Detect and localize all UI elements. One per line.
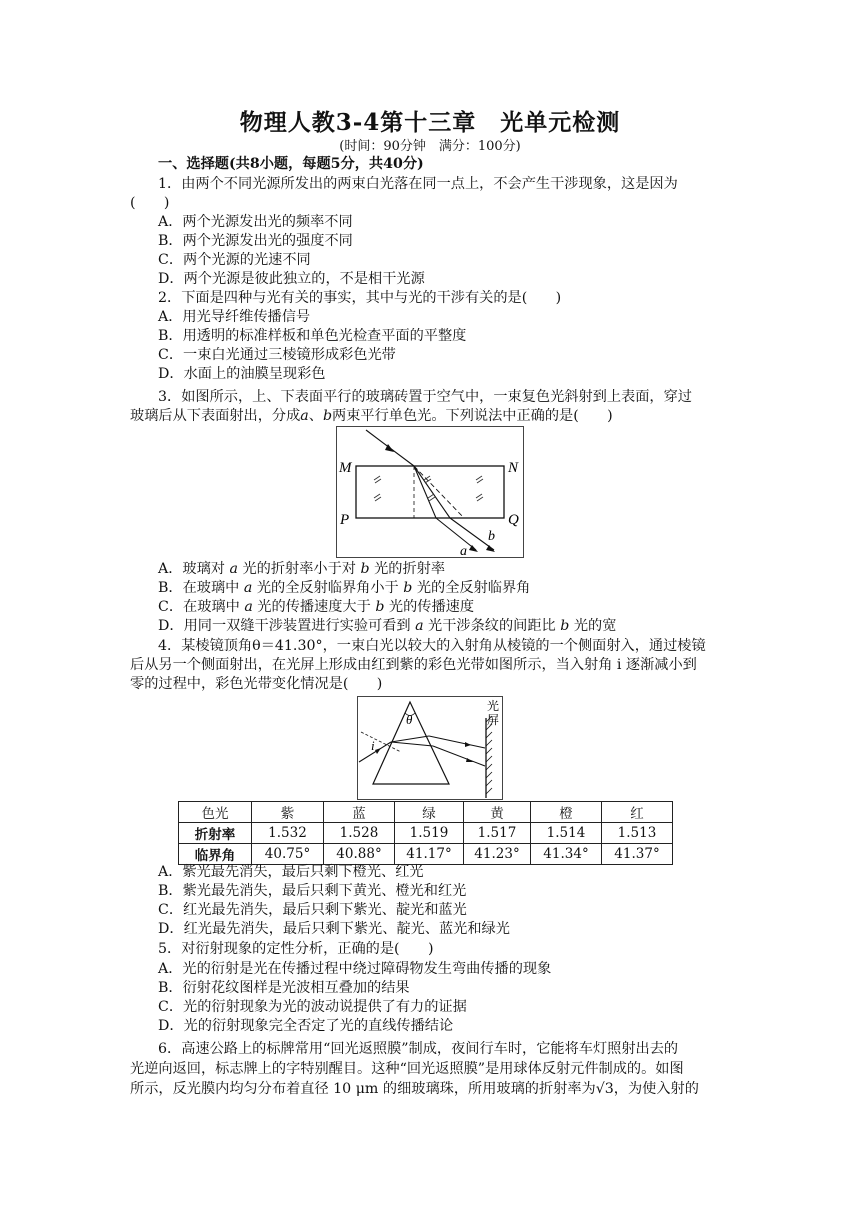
q1-option-b: B．两个光源发出光的强度不同 bbox=[158, 233, 353, 249]
q5-stem: 5．对衍射现象的定性分析，正确的是( ) bbox=[158, 941, 434, 957]
table-cell: 1.514 bbox=[531, 823, 602, 844]
q4-option-c: C．红光最先消失，最后只剩下紫光、靛光和蓝光 bbox=[158, 902, 467, 918]
q5-option-a: A．光的衍射是光在传播过程中绕过障碍物发生弯曲传播的现象 bbox=[158, 961, 552, 977]
q4-option-a: A．紫光最先消失，最后只剩下橙光、红光 bbox=[158, 864, 424, 880]
q3-option-b: B．在玻璃中 a 光的全反射临界角小于 b 光的全反射临界角 bbox=[158, 580, 531, 596]
q1-option-a: A．两个光源发出光的频率不同 bbox=[158, 214, 353, 230]
label-i: i bbox=[371, 738, 375, 753]
q3-option-a: A．玻璃对 a 光的折射率小于对 b 光的折射率 bbox=[158, 561, 446, 577]
q2-option-a: A．用光导纤维传播信号 bbox=[158, 309, 311, 325]
q3-option-c: C．在玻璃中 a 光的传播速度大于 b 光的传播速度 bbox=[158, 599, 475, 615]
refraction-table bbox=[178, 801, 673, 865]
table-cell: 40.75° bbox=[252, 844, 324, 865]
section-heading: 一、选择题(共8小题，每题5分，共40分) bbox=[158, 156, 424, 172]
table-cell: 41.34° bbox=[531, 844, 602, 865]
table-cell: 紫 bbox=[252, 802, 324, 823]
table-cell: 1.532 bbox=[252, 823, 324, 844]
q6-stem-line2: 光逆向返回，标志牌上的字特别醒目。这种“回光返照膜”是用球体反射元件制成的。如图 bbox=[130, 1061, 684, 1077]
q1-option-c: C．两个光源的光速不同 bbox=[158, 252, 311, 268]
q4-stem-line1: 4．某棱镜顶角θ＝41.30°，一束白光以较大的入射角从棱镜的一个侧面射入，通过棱镜 bbox=[158, 638, 706, 654]
q1-stem-line1: 1．由两个不同光源所发出的两束白光落在同一点上，不会产生干涉现象，这是因为 bbox=[158, 176, 678, 192]
table-cell: 1.517 bbox=[464, 823, 531, 844]
label-screen-2: 屏 bbox=[487, 713, 500, 727]
table-cell: 1.519 bbox=[395, 823, 464, 844]
q4-option-b: B．紫光最先消失，最后只剩下黄光、橙光和红光 bbox=[158, 883, 467, 899]
page-subtitle: (时间：90分钟 满分：100分) bbox=[339, 139, 521, 154]
table-cell: 折射率 bbox=[179, 823, 252, 844]
q4-stem-line3: 零的过程中，彩色光带变化情况是( ) bbox=[130, 676, 383, 692]
label-a: a bbox=[460, 544, 467, 558]
prism-figure bbox=[357, 696, 503, 800]
table-cell: 41.23° bbox=[464, 844, 531, 865]
table-cell: 绿 bbox=[395, 802, 464, 823]
q4-stem-line2: 后从另一个侧面射出，在光屏上形成由红到紫的彩色光带如图所示，当入射角 i 逐渐减小到 bbox=[130, 657, 697, 673]
q2-option-b: B．用透明的标准样板和单色光检查平面的平整度 bbox=[158, 328, 467, 344]
table-cell: 40.88° bbox=[324, 844, 395, 865]
q3-option-d: D．用同一双缝干涉装置进行实验可看到 a 光干涉条纹的间距比 b 光的宽 bbox=[158, 618, 617, 634]
q3-stem-line1: 3．如图所示，上、下表面平行的玻璃砖置于空气中，一束复色光斜射到上表面，穿过 bbox=[158, 389, 692, 405]
label-p: P bbox=[340, 512, 350, 528]
table-cell: 黄 bbox=[464, 802, 531, 823]
q2-stem: 2．下面是四种与光有关的事实，其中与光的干涉有关的是( ) bbox=[158, 290, 562, 306]
table-cell: 橙 bbox=[531, 802, 602, 823]
label-q: Q bbox=[508, 512, 519, 528]
label-n: N bbox=[508, 460, 519, 476]
table-cell: 1.513 bbox=[602, 823, 673, 844]
q2-option-d: D．水面上的油膜呈现彩色 bbox=[158, 366, 326, 382]
table-cell: 蓝 bbox=[324, 802, 395, 823]
q5-option-d: D．光的衍射现象完全否定了光的直线传播结论 bbox=[158, 1018, 454, 1034]
table-cell: 红 bbox=[602, 802, 673, 823]
table-cell: 41.17° bbox=[395, 844, 464, 865]
table-cell: 1.528 bbox=[324, 823, 395, 844]
table-header-row bbox=[179, 802, 673, 823]
table-row bbox=[179, 844, 673, 865]
table-cell: 色光 bbox=[179, 802, 252, 823]
glass-block-figure bbox=[336, 426, 524, 558]
label-b: b bbox=[488, 529, 495, 544]
q5-option-b: B．衍射花纹图样是光波相互叠加的结果 bbox=[158, 980, 410, 996]
label-m: M bbox=[339, 460, 352, 476]
q6-stem-line1: 6．高速公路上的标牌常用“回光返照膜”制成，夜间行车时，它能将车灯照射出去的 bbox=[158, 1041, 679, 1057]
q6-stem-line3: 所示，反光膜内均匀分布着直径 10 μm 的细玻璃珠，所用玻璃的折射率为√3，为使入射的 bbox=[130, 1081, 699, 1097]
table-cell: 临界角 bbox=[179, 844, 252, 865]
q4-option-d: D．红光最先消失，最后只剩下紫光、靛光、蓝光和绿光 bbox=[158, 921, 510, 937]
q3-stem-line2: 玻璃后从下表面射出，分成a、b两束平行单色光。下列说法中正确的是( ) bbox=[130, 408, 613, 424]
page-title: 物理人教3-4第十三章 光单元检测 bbox=[239, 109, 621, 136]
table-cell: 41.37° bbox=[602, 844, 673, 865]
q1-stem-line2: ( ) bbox=[130, 195, 170, 211]
glass-block bbox=[356, 466, 504, 518]
q1-option-d: D．两个光源是彼此独立的，不是相干光源 bbox=[158, 271, 425, 287]
q5-option-c: C．光的衍射现象为光的波动说提供了有力的证据 bbox=[158, 999, 467, 1015]
q2-option-c: C．一束白光通过三棱镜形成彩色光带 bbox=[158, 347, 396, 363]
label-theta: θ bbox=[406, 712, 413, 727]
label-screen-1: 光 bbox=[487, 699, 500, 713]
table-row bbox=[179, 823, 673, 844]
